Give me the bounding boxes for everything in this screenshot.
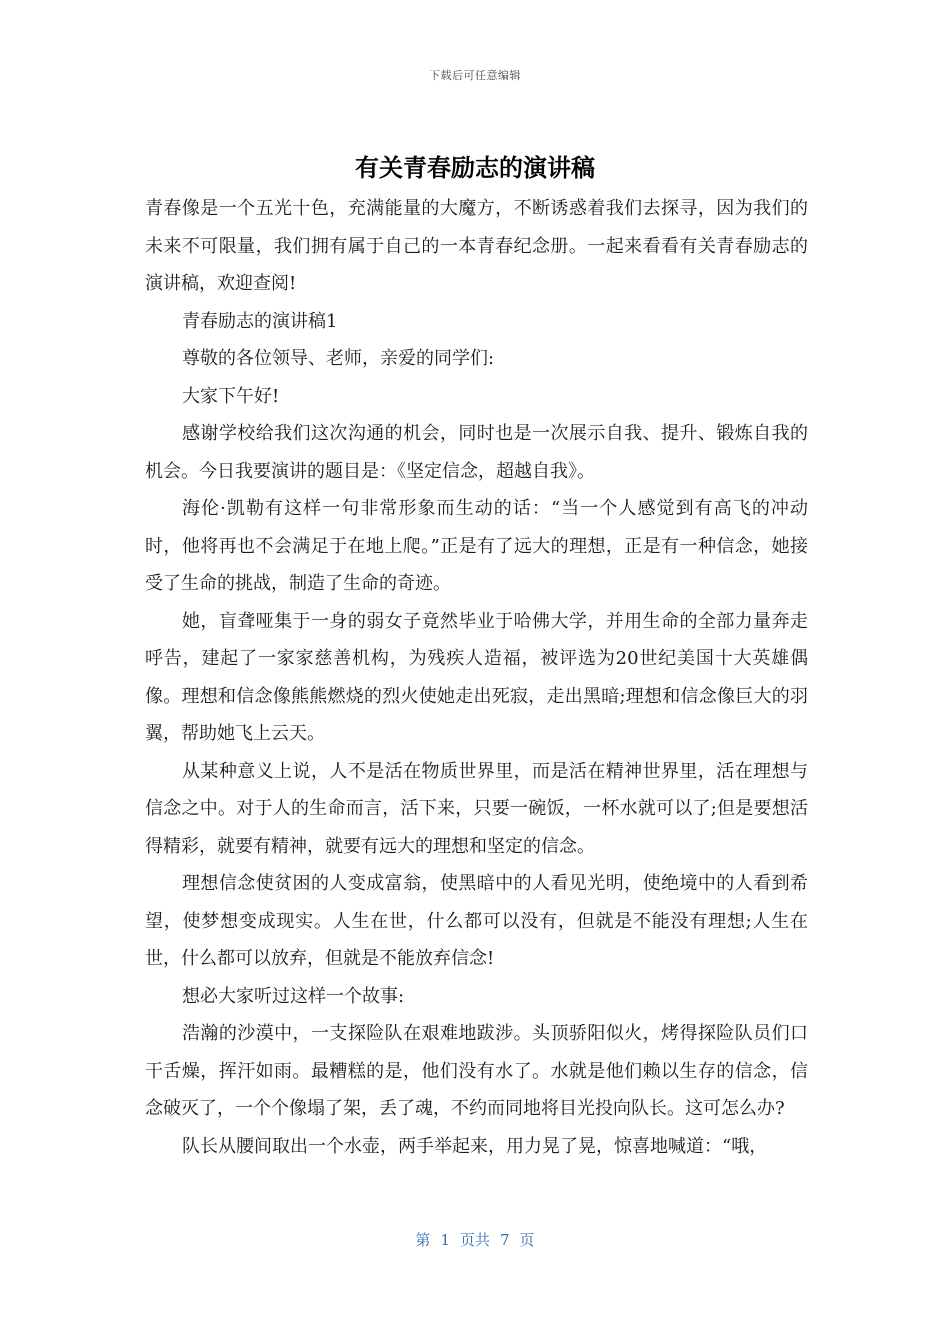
paragraph-speech-heading: 青春励志的演讲稿1 bbox=[182, 310, 338, 332]
page-footer bbox=[0, 1229, 950, 1250]
paragraph: 理想信念使贫困的人变成富翁，使黑暗中的人看见光明，使绝境中的人看到希望，使梦想变成现实。人生在世，什么都可以没有，但就是不能没有理想;人生在世，什么都可以放弃，但就是不能放弃信念! bbox=[145, 873, 808, 969]
paragraph-intro: 青春像是一个五光十色，充满能量的大魔方，不断诱惑着我们去探寻，因为我们的未来不可限量，我们拥有属于自己的一本青春纪念册。一起来看看有关青春励志的演讲稿，欢迎查阅! bbox=[145, 198, 808, 294]
footer-prefix: 第 bbox=[415, 1231, 431, 1249]
footer-mid: 页共 bbox=[459, 1231, 490, 1249]
document-title: 有关青春励志的演讲稿 bbox=[355, 154, 595, 182]
total-pages: 7 bbox=[500, 1231, 510, 1249]
paragraph: 从某种意义上说，人不是活在物质世界里，而是活在精神世界里，活在理想与信念之中。对于人的生命而言，活下来，只要一碗饭，一杯水就可以了;但是要想活得精彩，就要有精神，就要有远大的理想和坚定的信念。 bbox=[145, 760, 808, 857]
current-page-number: 1 bbox=[440, 1231, 450, 1249]
paragraph: 感谢学校给我们这次沟通的机会，同时也是一次展示自我、提升、锻炼自我的机会。今日我要演讲的题目是：《坚定信念，超越自我》。 bbox=[145, 423, 808, 482]
paragraph: 想必大家听过这样一个故事: bbox=[182, 985, 405, 1007]
footer-suffix: 页 bbox=[519, 1231, 535, 1249]
paragraph: 海伦·凯勒有这样一句非常形象而生动的话：“当一个人感觉到有高飞的冲动时，他将再也不会满足于在地上爬。”正是有了远大的理想，正是有一种信念，她接受了生命的挑战，制造了生命的奇迹。 bbox=[145, 498, 808, 594]
header-note: 下载后可任意编辑 bbox=[429, 69, 521, 82]
paragraph: 她，盲聋哑集于一身的弱女子竟然毕业于哈佛大学，并用生命的全部力量奔走呼告，建起了一家家慈善机构，为残疾人造福，被评选为20世纪美国十大英雄偶像。理想和信念像熊熊燃烧的烈火使她走出死寂，走出黑暗;理想和信念像巨大的羽翼，帮助她飞上云天。 bbox=[145, 610, 808, 744]
paragraph-greeting: 大家下午好! bbox=[182, 385, 280, 407]
paragraph: 浩瀚的沙漠中，一支探险队在艰难地跋涉。头顶骄阳似火，烤得探险队员们口干舌燥，挥汗如雨。最糟糕的是，他们没有水了。水就是他们赖以生存的信念，信念破灭了，一个个像塌了架，丢了魂，不约而同地将目光投向队长。这可怎么办? bbox=[145, 1023, 808, 1119]
document-body bbox=[145, 190, 808, 1165]
paragraph: 队长从腰间取出一个水壶，两手举起来，用力晃了晃，惊喜地喊道：“哦， bbox=[182, 1135, 768, 1157]
paragraph-salutation: 尊敬的各位领导、老师，亲爱的同学们: bbox=[182, 348, 495, 369]
